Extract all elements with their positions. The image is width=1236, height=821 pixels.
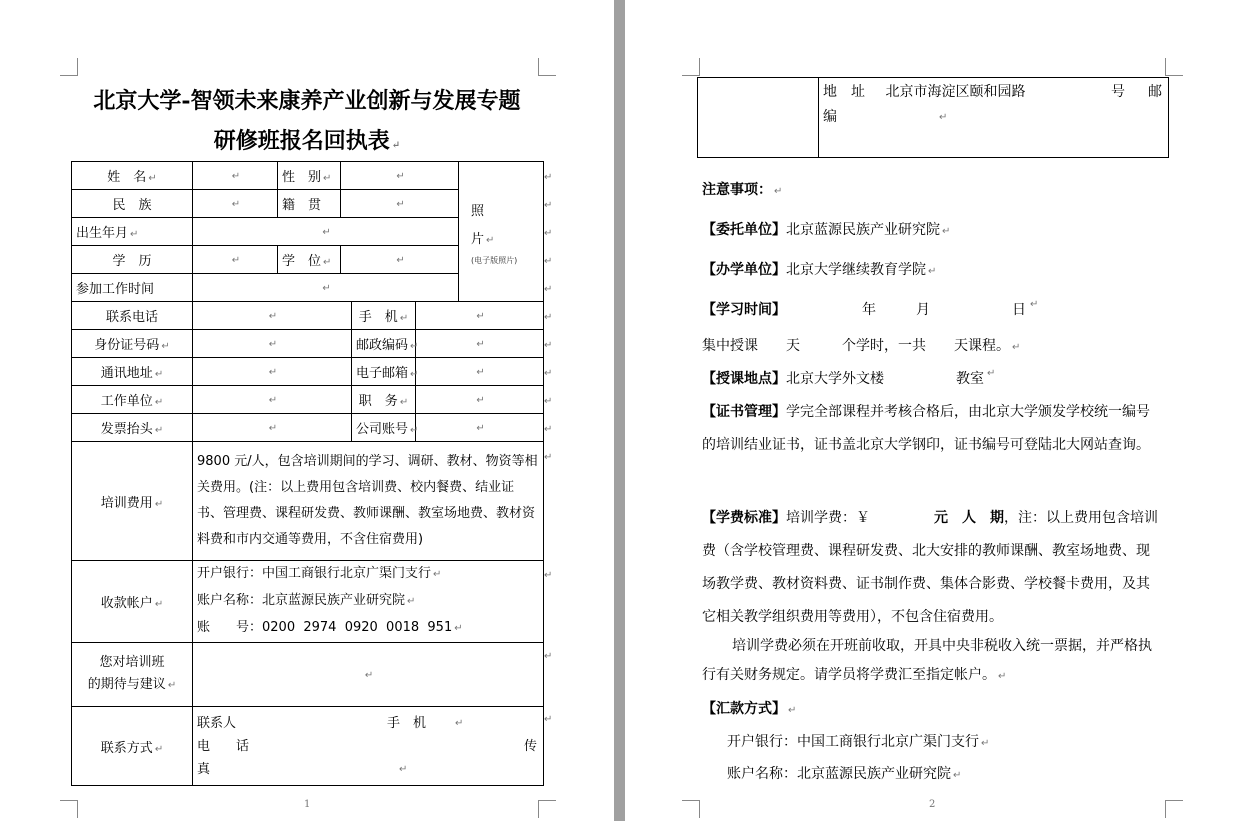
invoice-title-field[interactable]: ↵ xyxy=(193,414,352,442)
row-end-mark: ↵ xyxy=(544,396,553,407)
row-end-mark: ↵ xyxy=(544,368,553,379)
teaching-place: 【授课地点】北京大学外文楼 教室 ↵ xyxy=(702,368,996,387)
row-end-mark: ↵ xyxy=(544,651,553,662)
postcode-row: 编 ↵ xyxy=(823,109,948,125)
organizer-unit: 【办学单位】北京大学继续教育学院 ↵ xyxy=(702,262,937,278)
contact-details[interactable] xyxy=(193,707,544,786)
mobile-field[interactable]: ↵ xyxy=(416,302,544,330)
crop-mark xyxy=(699,800,700,818)
form-title-line-2: 研修班报名回执表 ↵ xyxy=(213,128,401,154)
crop-mark xyxy=(538,800,539,818)
remit-account-name-line: 账户名称：北京蓝源民族产业研究院 ↵ xyxy=(727,766,962,782)
continuation-empty-cell xyxy=(698,78,819,158)
degree-label: 学 位 ↵ xyxy=(278,246,341,274)
account-number-line: 账 号：0200 2974 0920 0018 951 ↵ xyxy=(197,620,463,635)
row-end-mark: ↵ xyxy=(544,570,553,581)
postcode-field[interactable]: ↵ xyxy=(416,330,544,358)
row-end-mark: ↵ xyxy=(544,312,553,323)
birth-label: 出生年月 ↵ xyxy=(72,218,193,246)
row-end-mark: ↵ xyxy=(544,424,553,435)
schedule-text: 集中授课 天 个学时，一共 天课程。 ↵ xyxy=(702,338,1021,354)
page-number: 1 xyxy=(304,799,311,810)
row-end-mark: ↵ xyxy=(544,256,553,267)
study-time: 【学习时间】 年 月 日 ↵ xyxy=(702,299,1039,318)
row-end-mark: ↵ xyxy=(544,340,553,351)
birth-field[interactable]: ↵ xyxy=(193,218,459,246)
entrust-unit: 【委托单位】北京蓝源民族产业研究院 ↵ xyxy=(702,222,951,238)
row-end-mark: ↵ xyxy=(544,172,553,183)
native-place-label: 籍 贯 xyxy=(278,190,341,218)
ethnic-field[interactable]: ↵ xyxy=(193,190,278,218)
expectation-label: 您对培训班 的期待与建议 ↵ xyxy=(72,643,193,707)
crop-mark xyxy=(60,75,78,76)
company-account-label: 公司账号 ↵ xyxy=(352,414,416,442)
row-end-mark: ↵ xyxy=(544,714,553,725)
gender-field[interactable]: ↵ xyxy=(341,162,459,190)
crop-mark xyxy=(538,800,556,801)
fee-note: 培训学费必须在开班前收取，开具中央非税收入统一票据，并严格执行有关财务规定。请学员将学费汇至指定帐户。 ↵ xyxy=(702,638,1152,683)
row-end-mark: ↵ xyxy=(544,452,553,463)
row-end-mark: ↵ xyxy=(544,228,553,239)
company-account-field[interactable]: ↵ xyxy=(416,414,544,442)
id-number-field[interactable]: ↵ xyxy=(193,330,352,358)
row-end-mark: ↵ xyxy=(544,200,553,211)
phone-field[interactable]: ↵ xyxy=(193,302,352,330)
institution-address-cell xyxy=(819,78,1169,158)
crop-mark xyxy=(1165,800,1166,818)
position-label: 职 务 ↵ xyxy=(352,386,416,414)
education-field[interactable]: ↵ xyxy=(193,246,278,274)
position-field[interactable]: ↵ xyxy=(416,386,544,414)
work-start-field[interactable]: ↵ xyxy=(193,274,459,302)
bank-line: 开户银行：中国工商银行北京广渠门支行 ↵ xyxy=(197,566,442,581)
phone-label: 联系电话 xyxy=(72,302,193,330)
document-page-1 xyxy=(0,0,614,821)
crop-mark xyxy=(538,58,539,76)
photo-cell[interactable]: 照 片 ↵ (电子版照片) xyxy=(459,162,544,302)
crop-mark xyxy=(1165,75,1183,76)
employer-label: 工作单位 ↵ xyxy=(72,386,193,414)
name-label: 姓 名 ↵ xyxy=(72,162,193,190)
email-field[interactable]: ↵ xyxy=(416,358,544,386)
mobile-label: 手 机 ↵ xyxy=(352,302,416,330)
address-field[interactable]: ↵ xyxy=(193,358,352,386)
postcode-label: 邮政编码 ↵ xyxy=(352,330,416,358)
crop-mark xyxy=(682,800,700,801)
name-field[interactable]: ↵ xyxy=(193,162,278,190)
crop-mark xyxy=(77,800,78,818)
crop-mark xyxy=(1165,800,1183,801)
work-start-label: 参加工作时间 xyxy=(72,274,193,302)
degree-field[interactable]: ↵ xyxy=(341,246,459,274)
id-number-label: 身份证号码 ↵ xyxy=(72,330,193,358)
remittance-method: 【汇款方式】 ↵ xyxy=(702,701,797,717)
crop-mark xyxy=(682,75,700,76)
fee-standard: 【学费标准】培训学费：￥ 元 人 期，注：以上费用包含培训费（含学校管理费、课程研发费、北大安排的教师课酬、教室场地费、现场教学费、教材资料费、证书制作费、集体合影费、学校餐卡费用，及其它相关教学组织费用等费用），不包含住宿费用。 xyxy=(702,510,1158,625)
fee-description: 9800 元/人，包含培训期间的学习、调研、教材、物资等相关费用。(注：以上费用包含培训费、校内餐费、结业证书、管理费、课程研发费、教师课酬、教室场地费、教材资料费和市内交通等费用，不含住宿费用) xyxy=(193,442,544,561)
fee-label: 培训费用 ↵ xyxy=(72,442,193,561)
employer-field[interactable]: ↵ xyxy=(193,386,352,414)
address-label: 通讯地址 ↵ xyxy=(72,358,193,386)
page-gutter xyxy=(614,0,625,821)
receiving-account-label: 收款帐户 ↵ xyxy=(72,561,193,643)
page-number: 2 xyxy=(929,799,936,810)
invoice-title-label: 发票抬头 ↵ xyxy=(72,414,193,442)
crop-mark xyxy=(538,75,556,76)
receiving-account-details xyxy=(193,561,544,643)
native-place-field[interactable]: ↵ xyxy=(341,190,459,218)
email-label: 电子邮箱 ↵ xyxy=(352,358,416,386)
form-title-line-1: 北京大学-智领未来康养产业创新与发展专题 xyxy=(93,88,521,114)
remit-bank-line: 开户银行：中国工商银行北京广渠门支行 ↵ xyxy=(727,734,990,750)
ethnic-label: 民 族 xyxy=(72,190,193,218)
education-label: 学 历 xyxy=(72,246,193,274)
crop-mark xyxy=(77,58,78,76)
gender-label: 性 别 ↵ xyxy=(278,162,341,190)
notice-title: 注意事项： ↵ xyxy=(702,182,783,198)
crop-mark xyxy=(1165,58,1166,76)
account-name-line: 账户名称：北京蓝源民族产业研究院 ↵ xyxy=(197,593,416,608)
crop-mark xyxy=(699,58,700,76)
contact-phone-row: 电 话 传 xyxy=(197,738,538,754)
row-end-mark: ↵ xyxy=(544,284,553,295)
contact-person-row: 联系人 手 机 ↵ xyxy=(197,715,464,731)
crop-mark xyxy=(60,800,78,801)
certificate-management: 【证书管理】学完全部课程并考核合格后，由北京大学颁发学校统一编号的培训结业证书，证书盖北京大学钢印，证书编号可登陆北大网站查询。 xyxy=(702,404,1150,453)
contact-label: 联系方式 ↵ xyxy=(72,707,193,786)
contact-fax-row: 真 ↵ xyxy=(197,761,408,777)
address-continuation-table xyxy=(697,77,1169,158)
expectation-field[interactable]: ↵ xyxy=(193,643,544,707)
address-row: 地 址 北京市海淀区颐和园路 号 邮 xyxy=(823,84,1162,100)
registration-form-table xyxy=(71,161,544,786)
